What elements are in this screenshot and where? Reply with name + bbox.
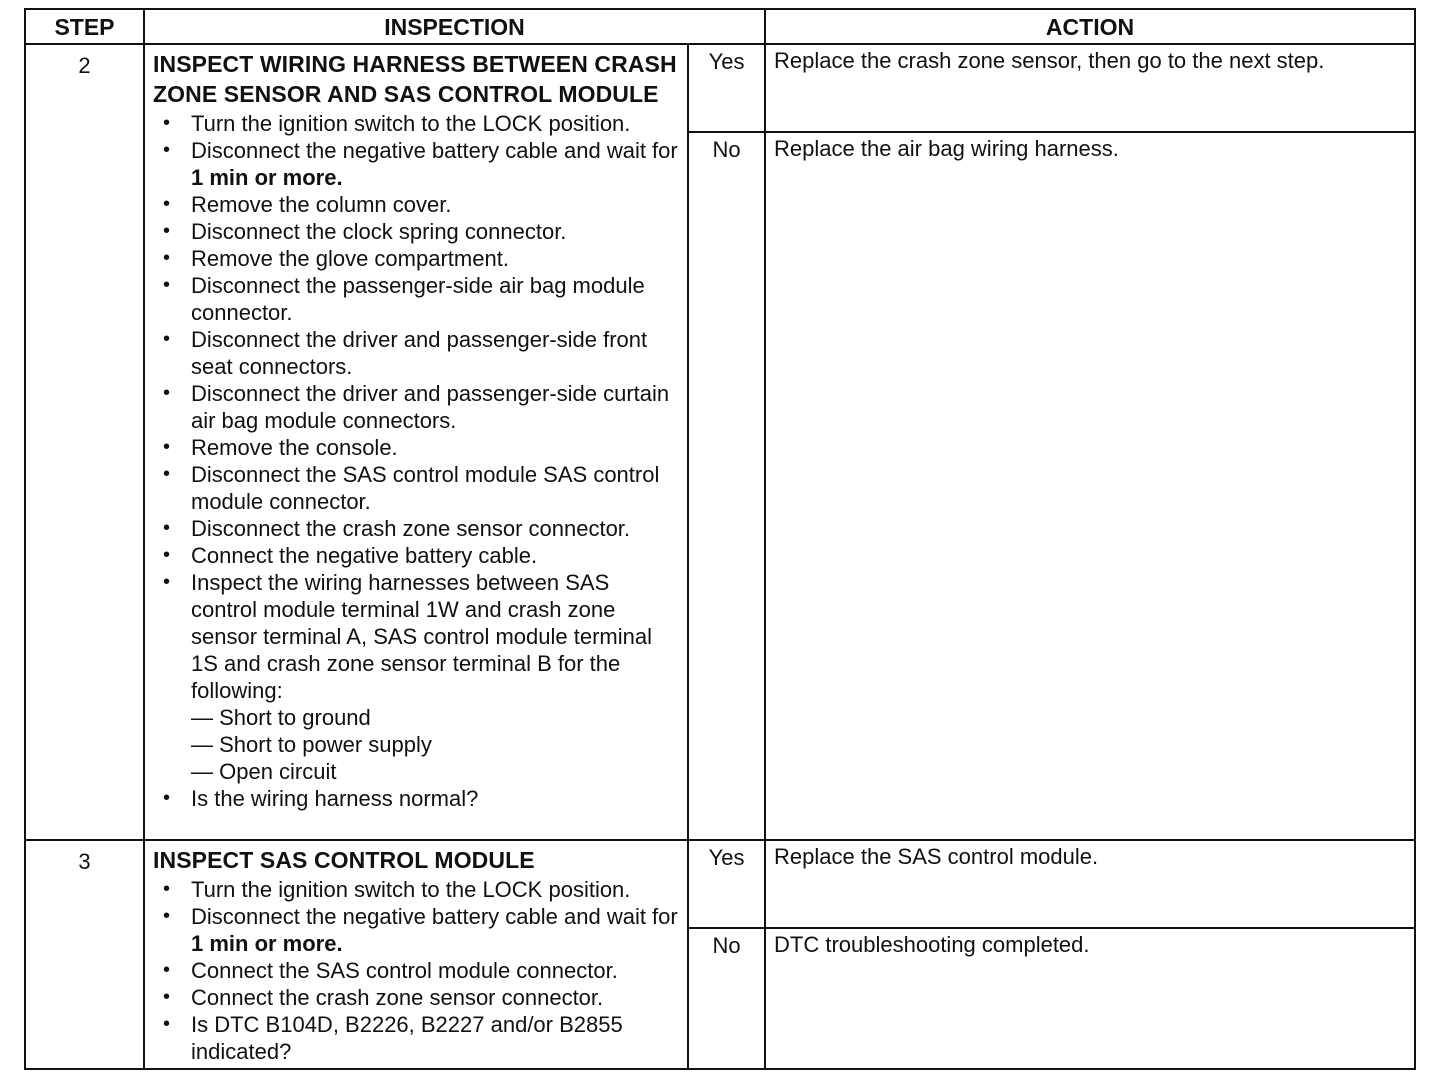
list-item: • Disconnect the driver and passenger-side front seat connectors. [191, 326, 681, 380]
inspection-cell [144, 44, 688, 840]
yes-label: Yes [688, 840, 765, 928]
table-row [25, 840, 1415, 928]
inspection-title: INSPECT SAS CONTROL MODULE [153, 847, 535, 873]
list-item: • Disconnect the clock spring connector. [191, 218, 681, 245]
list-item-text: Disconnect the negative battery cable and wait for [191, 138, 678, 163]
list-item: • Connect the negative battery cable. [191, 542, 681, 569]
no-label: No [688, 132, 765, 840]
wait-time: 1 min or more. [191, 165, 343, 190]
troubleshooting-table [24, 8, 1416, 1070]
list-item-text: Disconnect the negative battery cable and wait for [191, 904, 678, 929]
list-item: • Is DTC B104D, B2226, B2227 and/or B2855 indicated? [191, 1011, 681, 1065]
list-item: • Disconnect the passenger-side air bag module connector. [191, 272, 681, 326]
sub-item: — Short to ground [191, 705, 371, 730]
yes-action: Replace the crash zone sensor, then go to the next step. [765, 44, 1415, 132]
wait-time: 1 min or more. [191, 931, 343, 956]
list-item: • Connect the SAS control module connector. [191, 957, 681, 984]
no-action: Replace the air bag wiring harness. [765, 132, 1415, 840]
inspection-cell [144, 840, 688, 1069]
step-number: 2 [25, 44, 144, 840]
header-inspection: INSPECTION [144, 9, 765, 44]
inspection-bullets [153, 110, 681, 812]
header-step: STEP [25, 9, 144, 44]
list-item [191, 569, 681, 785]
yes-action: Replace the SAS control module. [765, 840, 1415, 928]
list-item: • Disconnect the SAS control module SAS control module connector. [191, 461, 681, 515]
table-row [25, 44, 1415, 132]
list-item [191, 137, 681, 191]
list-item: • Turn the ignition switch to the LOCK position. [191, 876, 681, 903]
header-row [25, 9, 1415, 44]
list-item [191, 903, 681, 957]
sub-item: — Short to power supply [191, 732, 432, 757]
page [24, 8, 1414, 1070]
header-action: ACTION [765, 9, 1415, 44]
yes-label: Yes [688, 44, 765, 132]
list-item: • Remove the column cover. [191, 191, 681, 218]
inspection-bullets [153, 876, 681, 1065]
list-item-text: Inspect the wiring harnesses between SAS control module terminal 1W and crash zone sensor terminal A, SAS control module terminal 1S and crash zone sensor terminal B for the following: [191, 570, 652, 703]
sub-item: — Open circuit [191, 759, 337, 784]
step-number: 3 [25, 840, 144, 1069]
list-item: • Disconnect the driver and passenger-side curtain air bag module connectors. [191, 380, 681, 434]
inspection-title: INSPECT WIRING HARNESS BETWEEN CRASH ZONE SENSOR AND SAS CONTROL MODULE [153, 51, 677, 107]
list-item: • Disconnect the crash zone sensor connector. [191, 515, 681, 542]
list-item: • Connect the crash zone sensor connector. [191, 984, 681, 1011]
list-item: • Turn the ignition switch to the LOCK position. [191, 110, 681, 137]
list-item: • Remove the console. [191, 434, 681, 461]
no-action: DTC troubleshooting completed. [765, 928, 1415, 1069]
no-label: No [688, 928, 765, 1069]
list-item: • Is the wiring harness normal? [191, 785, 681, 812]
list-item: • Remove the glove compartment. [191, 245, 681, 272]
